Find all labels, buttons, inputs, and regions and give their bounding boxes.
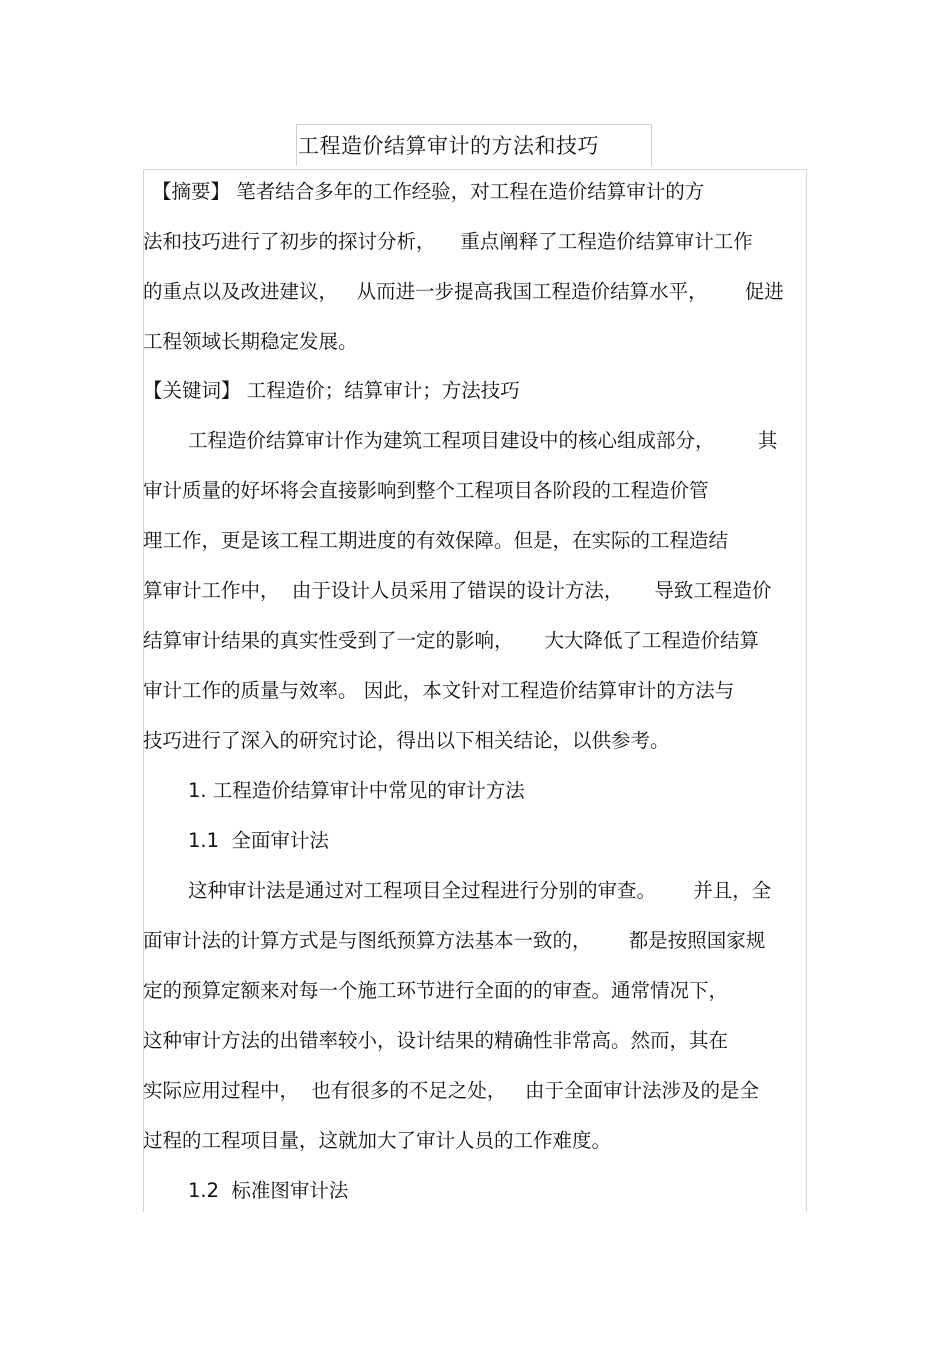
text-line: 这种审计法是通过对工程项目全过程进行分别的审查。 并且，全 [188,879,772,902]
text-line: 1.2 标准图审计法 [188,1179,349,1202]
text-line: 1.1 全面审计法 [188,829,329,852]
text-line: 技巧进行了深入的研究讨论，得出以下相关结论，以供参考。 [143,729,670,752]
document-title: 工程造价结算审计的方法和技巧 [298,134,599,158]
text-line: 面审计法的计算方式是与图纸预算方法基本一致的， 都是按照国家规 [143,929,766,952]
text-line: 这种审计方法的出错率较小，设计结果的精确性非常高。然而，其在 [143,1029,729,1052]
text-line: 工程造价结算审计作为建筑工程项目建设中的核心组成部分， 其 [188,429,778,452]
frame-top-line [143,169,807,170]
text-line: 理工作，更是该工程工期进度的有效保障。但是，在实际的工程造结 [143,529,729,552]
text-line: 法和技巧进行了初步的探讨分析， 重点阐释了工程造价结算审计工作 [143,230,753,253]
text-line: 【摘要】 笔者结合多年的工作经验，对工程在造价结算审计的方 [152,180,705,203]
text-line: 过程的工程项目量，这就加大了审计人员的工作难度。 [143,1129,612,1152]
text-line: 的重点以及改进建议， 从而进一步提高我国工程造价结算水平， 促进 [143,280,784,303]
text-line: 算审计工作中， 由于设计人员采用了错误的设计方法， 导致工程造价 [143,579,772,602]
text-line: 审计质量的好坏将会直接影响到整个工程项目各阶段的工程造价管 [143,479,709,502]
text-line: 【关键词】 工程造价；结算审计；方法技巧 [143,379,520,402]
text-line: 工程领域长期稳定发展。 [143,330,358,353]
text-line: 实际应用过程中， 也有很多的不足之处， 由于全面审计法涉及的是全 [143,1079,759,1102]
text-line: 定的预算定额来对每一个施工环节进行全面的的审查。通常情况下， [143,979,729,1002]
text-line: 审计工作的质量与效率。 因此，本文针对工程造价结算审计的方法与 [143,679,735,702]
frame-right-line [806,169,807,1212]
text-line: 1. 工程造价结算审计中常见的审计方法 [188,779,525,802]
text-line: 结算审计结果的真实性受到了一定的影响， 大大降低了工程造价结算 [143,629,759,652]
